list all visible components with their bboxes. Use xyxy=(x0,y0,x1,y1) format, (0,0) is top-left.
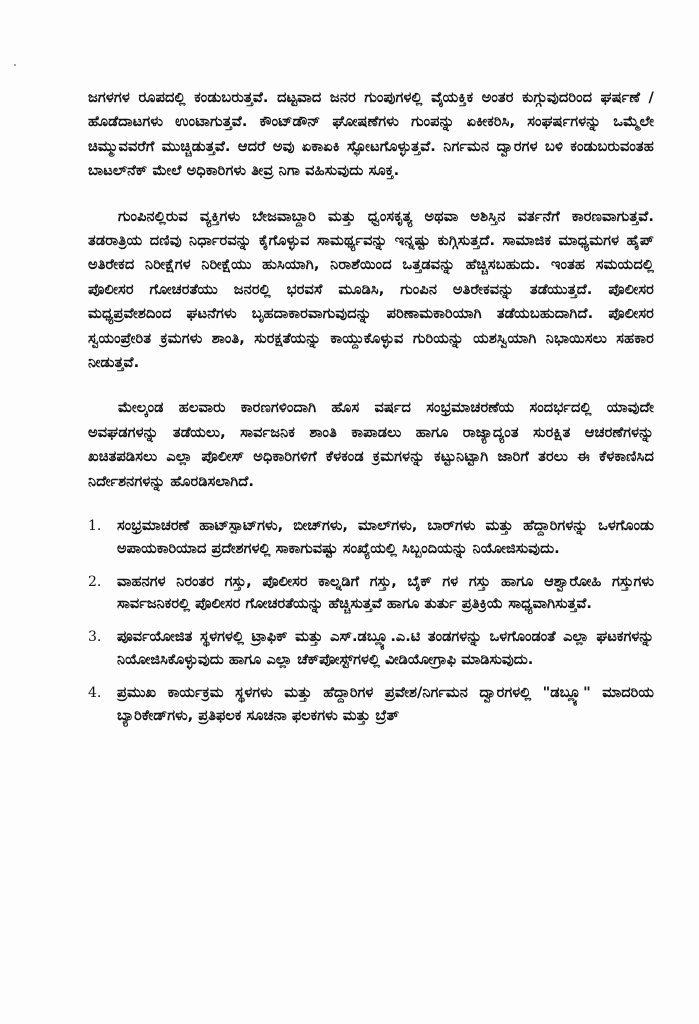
list-item-text: ಪ್ರಮುಖ ಕಾರ್ಯಕ್ರಮ ಸ್ಥಳಗಳು ಮತ್ತು ಹೆದ್ದಾರಿಗಳ ಪ್ರವೇಶ/ನಿರ್ಗಮನ ದ್ವಾರಗಳಲ್ಲಿ "ಡಬ್ಲ್ಯೂ" ಮಾದರಿಯ ಬ್ಯಾರಿಕೇಡ್‌ಗಳು, ಪ್ರತಿಫಲಕ ಸೂಚನಾ ಫಲಕಗಳು ಮತ್ತು ಬ್ರೆತ್ xyxy=(117,683,654,724)
list-item-text: ಪೂರ್ವಯೋಜಿತ ಸ್ಥಳಗಳಲ್ಲಿ ಟ್ರಾಫಿಕ್ ಮತ್ತು ಎಸ್.ಡಬ್ಲ್ಯೂ.ಎ.ಟಿ ತಂಡಗಳನ್ನು ಒಳಗೊಂಡಂತೆ ಎಲ್ಲಾ ಘಟಕಗಳನ್ನು ನಿಯೋಜಿಸಿಕೊಳ್ಳುವುದು ಹಾಗೂ ಎಲ್ಲಾ ಚೆಕ್‌ಪೋಸ್ಟ್‌ಗಳಲ್ಲಿ ವೀಡಿಯೋಗ್ರಾಫಿ ಮಾಡಿಸುವುದು. xyxy=(117,628,654,669)
paragraph-gap xyxy=(88,184,654,205)
paragraph-2: ಗುಂಪಿನಲ್ಲಿರುವ ವ್ಯಕ್ತಿಗಳು ಬೇಜವಾಬ್ದಾರಿ ಮತ್ತು ಧ್ವಂಸಕೃತ್ಯ ಅಥವಾ ಅಶಿಸ್ತಿನ ವರ್ತನೆಗೆ ಕಾರಣವಾಗುತ್ತವೆ. ತಡರಾತ್ರಿಯ ದಣಿವು ನಿರ್ಧಾರವನ್ನು ಕೈಗೊಳ್ಳುವ ಸಾಮರ್ಥ್ಯವನ್ನು ಇನ್ನಷ್ಟು ಕುಗ್ಗಿಸುತ್ತದೆ. ಸಾಮಾಜಿಕ ಮಾಧ್ಯಮಗಳ ಹೈಪ್ ಅತಿರೇಕದ ನಿರೀಕ್ಷೆಗಳ ನಿರೀಕ್ಷೆಯು ಹುಸಿಯಾಗಿ, ನಿರಾಶೆಯಿಂದ ಒತ್ತಡವನ್ನು ಹೆಚ್ಚಿಸಬಹುದು. ಇಂತಹ ಸಮಯದಲ್ಲಿ ಪೊಲೀಸರ ಗೋಚರತೆಯು ಜನರಲ್ಲಿ ಭರವಸೆ ಮೂಡಿಸಿ, ಗುಂಪಿನ ಅತಿರೇಕವನ್ನು ತಡೆಯುತ್ತದೆ. ಪೊಲೀಸರ ಮಧ್ಯಪ್ರವೇಶದಿಂದ ಘಟನೆಗಳು ಬೃಹದಾಕಾರವಾಗುವುದನ್ನು ಪರಿಣಾಮಕಾರಿಯಾಗಿ ತಡೆಯಬಹುದಾಗಿದೆ. ಪೊಲೀಸರ ಸ್ವಯಂಪ್ರೇರಿತ ಕ್ರಮಗಳು ಶಾಂತಿ, ಸುರಕ್ಷತೆಯನ್ನು ಕಾಯ್ದುಕೊಳ್ಳುವ ಗುರಿಯನ್ನು ಯಶಸ್ವಿಯಾಗಿ ನಿಭಾಯಿಸಲು ಸಹಕಾರ ನೀಡುತ್ತವೆ. xyxy=(88,207,654,372)
list-item-number: 1. xyxy=(88,518,102,535)
paragraph-gap xyxy=(88,375,654,396)
scan-speck xyxy=(14,64,16,66)
list-item xyxy=(88,571,654,617)
list-item-number: 2. xyxy=(88,573,102,590)
list-item-number: 4. xyxy=(88,684,102,701)
paragraph-gap xyxy=(88,494,654,515)
directive-list xyxy=(88,515,654,727)
paragraph-3: ಮೇಲ್ಕಂಡ ಹಲವಾರು ಕಾರಣಗಳಿಂದಾಗಿ ಹೊಸ ವರ್ಷದ ಸಂಭ್ರಮಾಚರಣೆಯ ಸಂದರ್ಭದಲ್ಲಿ ಯಾವುದೇ ಅವಘಡಗಳನ್ನು ತಡೆಯಲು, ಸಾರ್ವಜನಿಕ ಶಾಂತಿ ಕಾಪಾಡಲು ಹಾಗೂ ರಾಜ್ಯಾದ್ಯಂತ ಸುರಕ್ಷಿತ ಆಚರಣೆಗಳನ್ನು ಖಚಿತಪಡಿಸಲು ಎಲ್ಲಾ ಪೊಲೀಸ್ ಅಧಿಕಾರಿಗಳಿಗೆ ಕೆಳಕಂಡ ಕ್ರಮಗಳನ್ನು ಕಟ್ಟುನಿಟ್ಟಾಗಿ ಜಾರಿಗೆ ತರಲು ಈ ಕೆಳಕಾಣಿಸಿದ ನಿರ್ದೇಶನಗಳನ್ನು ಹೊರಡಿಸಲಾಗಿದೆ. xyxy=(88,399,654,490)
list-item-text: ವಾಹನಗಳ ನಿರಂತರ ಗಸ್ತು, ಪೊಲೀಸರ ಕಾಲ್ನಡಿಗೆ ಗಸ್ತು, ಬೈಕ್ ಗಳ ಗಸ್ತು ಹಾಗೂ ಆಶ್ವಾರೋಹಿ ಗಸ್ತುಗಳು ಸಾರ್ವಜನಿಕರಲ್ಲಿ ಪೊಲೀಸರ ಗೋಚರತೆಯನ್ನು ಹೆಚ್ಚಿಸುತ್ತವೆ ಹಾಗೂ ತುರ್ತು ಪ್ರತಿಕ್ರಿಯೆ ಸಾಧ್ಯವಾಗಿಸುತ್ತವೆ. xyxy=(117,572,654,613)
list-item xyxy=(88,682,654,728)
list-item-text: ಸಂಭ್ರಮಾಚರಣೆ ಹಾಟ್‌ಸ್ಪಾಟ್‌ಗಳು, ಬೀಚ್‌ಗಳು, ಮಾಲ್‌ಗಳು, ಬಾರ್‌ಗಳು ಮತ್ತು ಹೆದ್ದಾರಿಗಳನ್ನು ಒಳಗೊಂಡು ಅಪಾಯಕಾರಿಯಾದ ಪ್ರದೇಶಗಳಲ್ಲಿ ಸಾಕಾಗುವಷ್ಟು ಸಂಖ್ಯೆಯಲ್ಲಿ ಸಿಬ್ಬಂದಿಯನ್ನು ನಿಯೋಜಿಸುವುದು. xyxy=(117,517,654,557)
list-item-number: 3. xyxy=(88,629,102,646)
list-item xyxy=(88,515,654,561)
list-item xyxy=(88,626,654,672)
document-body xyxy=(88,86,654,737)
paragraph-1: ಜಗಳಗಳ ರೂಪದಲ್ಲಿ ಕಂಡುಬರುತ್ತವೆ. ದಟ್ಟವಾದ ಜನರ ಗುಂಪುಗಳಲ್ಲಿ ವೈಯಕ್ತಿಕ ಅಂತರ ಕುಗ್ಗುವುದರಿಂದ ಘರ್ಷಣೆ /ಹೊಡೆದಾಟಗಳು ಉಂಟಾಗುತ್ತವೆ. ಕೌಂಟ್‌ಡೌನ್ ಘೋಷಣೆಗಳು ಗುಂಪನ್ನು ಏಕೀಕರಿಸಿ, ಸಂಘರ್ಷಗಳನ್ನು ಒಮ್ಮೆಲೇ ಚಿಮ್ಮುವವರೆಗೆ ಮುಚ್ಚಿಡುತ್ತವೆ. ಆದರೆ ಅವು ಏಕಾಏಕಿ ಸ್ಫೋಟಗೊಳ್ಳುತ್ತವೆ. ನಿರ್ಗಮನ ದ್ವಾರಗಳ ಬಳಿ ಕಂಡುಬರುವಂತಹ ಬಾಟಲ್‌ನೆಕ್ ಮೇಲೆ ಅಧಿಕಾರಿಗಳು ತೀವ್ರ ನಿಗಾ ವಹಿಸುವುದು ಸೂಕ್ತ. xyxy=(88,89,654,180)
